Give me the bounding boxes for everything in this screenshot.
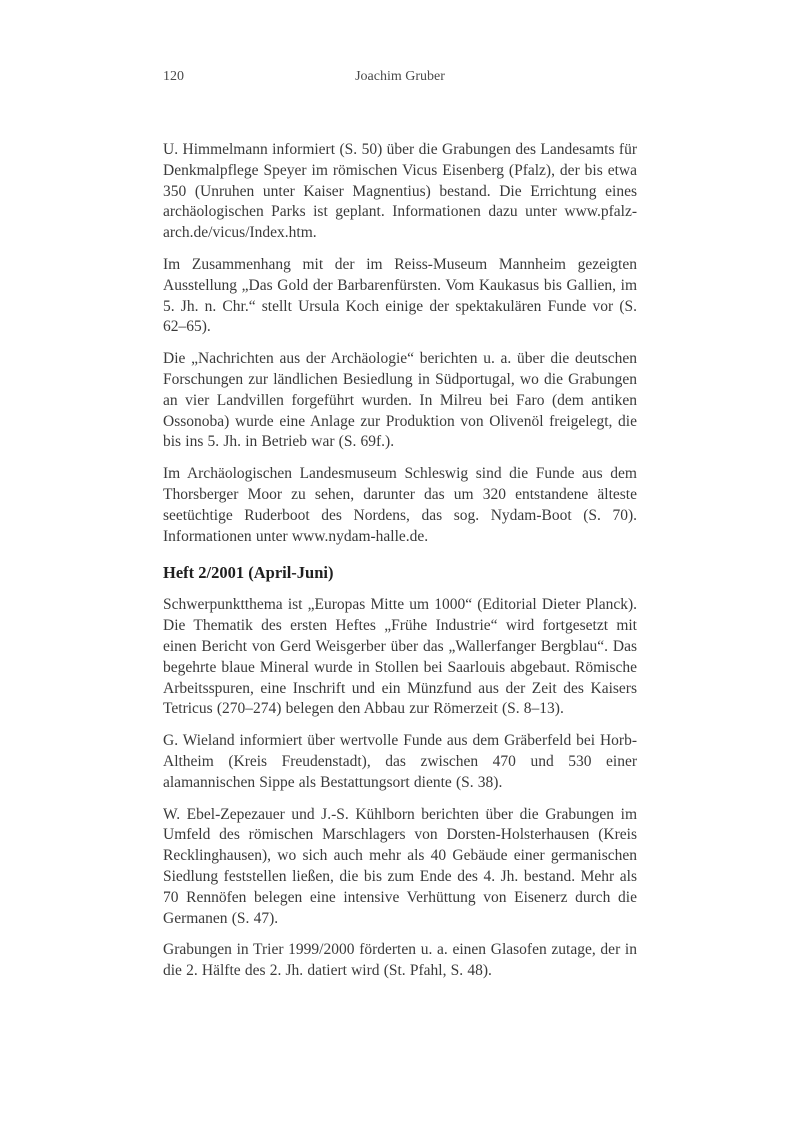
section-heading-heft-2-2001: Heft 2/2001 (April-Juni)	[163, 563, 334, 583]
running-head-author: Joachim Gruber	[355, 69, 445, 84]
text-block	[163, 140, 637, 993]
paragraph-wieland: G. Wieland informiert über wertvolle Funde aus dem Gräberfeld bei Horb-Altheim (Kreis Freudenstadt), das zwischen 470 und 530 einer alamannischen Sippe als Bestattungsort diente (S. 38).	[163, 732, 637, 791]
paragraph-landesmuseum-schleswig: Im Archäologischen Landesmuseum Schleswig sind die Funde aus dem Thorsberger Moor zu sehen, darunter das um 320 entstandene älteste seetüchtige Ruderboot des Nordens, das sog. Nydam-Boot (S. 70). Informationen unter www.nydam-halle.de.	[163, 465, 637, 545]
paragraph-ebel-zepezauer: W. Ebel-Zepezauer und J.-S. Kühlborn berichten über die Grabungen im Umfeld des römischen Marschlagers von Dorsten-Holsterhausen (Kreis Recklinghausen), wo sich auch mehr als 40 Gebäude einer germanischen Siedlung feststellen ließen, die bis zum Ende des 4. Jh. bestand. Mehr als 70 Rennöfen belegen eine intensive Verhüttung von Eisenerz durch die Germanen (S. 47).	[163, 805, 637, 927]
paragraph-reiss-museum: Im Zusammenhang mit der im Reiss-Museum Mannheim gezeigten Ausstellung „Das Gold der Barbarenfürsten. Vom Kaukasus bis Gallien, im 5. Jh. n. Chr.“ stellt Ursula Koch einige der spektakulären Funde vor (S. 62–65).	[163, 255, 637, 336]
paragraph-nachrichten-archaeologie: Die „Nachrichten aus der Archäologie“ berichten u. a. über die deutschen Forschungen zur ländlichen Besiedlung in Südportugal, wo die Grabungen an vier Landvillen forgeführt wurden. In Milreu bei Faro (dem antiken Ossonoba) wurde eine Anlage zur Produktion von Olivenöl freigelegt, die bis ins 5. Jh. in Betrieb war (S. 69f.).	[163, 350, 637, 451]
paragraph-himmelmann: U. Himmelmann informiert (S. 50) über die Grabungen des Landesamts für Denkmalpflege Speyer im römischen Vicus Eisenberg (Pfalz), der bis etwa 350 (Unruhen unter Kaiser Magnentius) bestand. Die Errichtung eines archäologischen Parks ist geplant. Informationen dazu unter www.pfalz-arch.de/vicus/Index.htm.	[163, 141, 637, 242]
running-header	[0, 68, 800, 88]
paragraph-trier-glasofen: Grabungen in Trier 1999/2000 förderten u. a. einen Glasofen zutage, der in die 2. Hälfte des 2. Jh. datiert wird (St. Pfahl, S. 48).	[163, 941, 637, 980]
paragraph-schwerpunktthema: Schwerpunktthema ist „Europas Mitte um 1000“ (Editorial Dieter Planck). Die Thematik des ersten Heftes „Frühe Industrie“ wird fortgesetzt mit einen Bericht von Gerd Weisgerber über das „Wallerfanger Bergblau“. Das begehrte blaue Mineral wurde in Stollen bei Saarlouis abgebaut. Römische Arbeitsspuren, eine Inschrift und ein Münzfund aus der Zeit des Kaisers Tetricus (270–274) belegen den Abbau zur Römerzeit (S. 8–13).	[163, 596, 637, 718]
page-number: 120	[163, 69, 184, 84]
